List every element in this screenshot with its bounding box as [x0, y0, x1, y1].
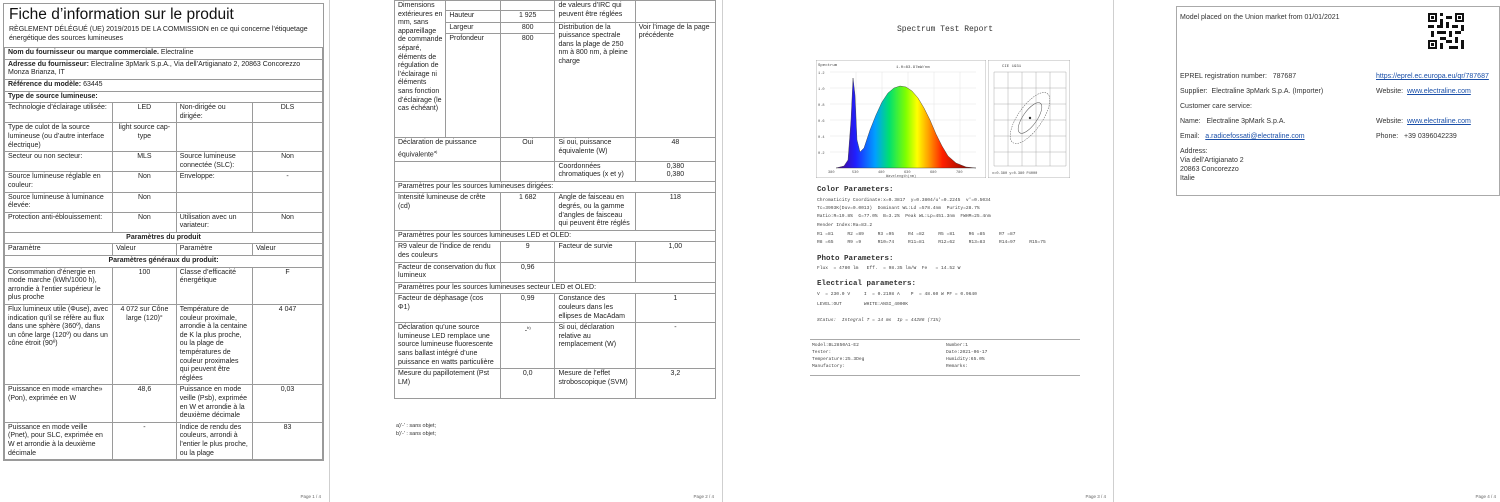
website-label: Website:	[1376, 88, 1404, 95]
flux-maint-value: 0,96	[500, 262, 555, 282]
photo-line: Flux = 4780 lm Eff. = 98.35 lm/W Fe = 14.52 W	[817, 266, 961, 271]
email-link[interactable]: a.radicefossati@electraline.com	[1205, 133, 1305, 140]
col-header: Paramètre	[176, 244, 252, 256]
table-cell: Non	[113, 192, 177, 212]
col-header: Valeur	[253, 244, 323, 256]
table-row	[5, 305, 323, 385]
table-cell: 83	[253, 422, 323, 459]
beam-label: Angle de faisceau en degrés, ou la gamme d’angles de faisceau qui peuvent être réglés	[555, 193, 635, 230]
name-value: Electraline 3pMark S.p.A.	[1206, 118, 1286, 125]
table-cell: Source lumineuse à luminance élevée:	[5, 192, 113, 212]
dimensions-label: Dimensions extérieures en mm, sans appareillage de commande séparé, éléments de régulation de l’éclairage ni éléments sans fonction d’éclairage (le cas échéant)	[395, 1, 446, 138]
table-cell: 0,03	[253, 385, 323, 422]
table-row	[5, 192, 323, 212]
website2-link[interactable]: www.electraline.com	[1407, 118, 1471, 125]
directional-header: Paramètres pour les sources lumineuses dirigées:	[395, 181, 716, 193]
page-title: Fiche d’information sur le produit	[9, 6, 234, 23]
macadam-label: Constance des couleurs dans les ellipses de MacAdam	[555, 294, 635, 323]
color-line: Ratio:R=19.8% G=77.0% B=3.2% Peak WL:Lp=451.3nm FWHM=25.4nm	[817, 214, 991, 219]
page-3	[780, 0, 1110, 502]
peak-label: Intensité lumineuse de crête (cd)	[395, 193, 501, 230]
table-cell: -	[113, 422, 177, 459]
model-placed: Model placed on the Union market from 01/01/2021	[1180, 14, 1340, 21]
r9-value: 9	[500, 242, 555, 262]
footer-item: Date:2021-06-17	[946, 350, 988, 355]
elec-header: Electrical parameters:	[817, 280, 917, 288]
replace-label: Déclaration qu’une source lumineuse LED remplace une source lumineuse fluorescente sans ballast intégré d’une puissance en watts particulière	[395, 323, 501, 369]
table-cell: Technologie d’éclairage utilisée:	[5, 103, 113, 123]
page-4	[1170, 0, 1500, 502]
table-row	[5, 422, 323, 459]
address-line: Italie	[1180, 175, 1195, 182]
replace-power-label: Si oui, déclaration relative au remplacement (W)	[555, 323, 635, 369]
footer-item: Manufactory:	[812, 364, 846, 369]
address-line: 20863 Concorezzo	[1180, 166, 1239, 173]
table-cell: Type de culot de la source lumineuse (ou d’autre interface électrique)	[5, 123, 113, 152]
model-ref-label: Référence du modèle:	[8, 80, 82, 88]
table-cell: LED	[113, 103, 177, 123]
eprel-number: 787687	[1272, 73, 1297, 80]
footer-item: Humidity:65.0%	[946, 357, 985, 362]
equiv-value: Oui	[500, 138, 555, 162]
table-cell: DLS	[253, 103, 323, 123]
table-cell: Indice de rendu des couleurs, arrondi à l’entier le plus proche, ou la plage	[176, 422, 252, 459]
table-cell: Classe d’efficacité énergétique	[176, 267, 252, 304]
strobo-value: 3,2	[635, 369, 715, 399]
col-header: Paramètre	[5, 244, 113, 256]
table-cell: Flux lumineux utile (Φuse), avec indication qu’il se réfère au flux dans une sphère (360º), dans un cône large (120º) ou dans un cône étroit (90º)	[5, 305, 113, 385]
table-cell: Enveloppe:	[176, 172, 252, 192]
page-number: Page 4 / 4	[1475, 494, 1496, 499]
flicker-value: 0,0	[500, 369, 555, 399]
table-cell: 4 047	[253, 305, 323, 385]
supplier-address-label: Adresse du fournisseur:	[8, 60, 89, 68]
status-line: Status: Integral T = 14 ms Ip = 44286 (71%)	[817, 318, 942, 323]
table-cell: Non	[113, 212, 177, 232]
table-cell: Puissance en mode «marche» (Pon), exprimée en W	[5, 385, 113, 422]
table-cell: Source lumineuse réglable en couleur:	[5, 172, 113, 192]
survival-label: Facteur de survie	[555, 242, 635, 262]
page-number: Page 1 / 4	[300, 494, 321, 499]
phone-value: +39 0396042239	[1404, 133, 1457, 140]
color-line: R1 =81 R2 =89 R3 =95 R4 =82 R5 =81 R6 =85 R7 =87	[817, 232, 1016, 237]
table-cell: Non	[253, 152, 323, 172]
y-tick: 0.2	[818, 152, 825, 156]
strobo-label: Mesure de l’effet stroboscopique (SVM)	[555, 369, 635, 399]
website2-label: Website:	[1376, 118, 1404, 125]
footer-item: Tester:	[812, 350, 832, 355]
chroma-x: 0,380	[666, 162, 685, 170]
name-label: Name:	[1180, 118, 1201, 125]
table-cell: Consommation d’énergie en mode marche (kWh/1000 h), arrondie à l’entier supérieur le plus proche	[5, 267, 113, 304]
color-header: Color Parameters:	[817, 186, 894, 194]
table-cell	[253, 192, 323, 212]
color-line: R8 =65 R9 =9 R10=74 R11=81 R12=62 R13=83 R14=97 R15=75	[817, 240, 1046, 245]
footer-item: Temperature:25.3Deg	[812, 357, 865, 362]
led-header: Paramètres pour les sources lumineuses LED et OLED:	[395, 230, 716, 242]
table-cell: Température de couleur proximale, arrondie à la centaine de K la plus proche, ou la plage de températures de couleur proximales qui peuvent être réglées	[176, 305, 252, 385]
table-cell: Non	[113, 172, 177, 192]
table-cell: Puissance en mode veille (Pnet), pour SLC, exprimée en W et arrondie à la deuxième décimale	[5, 422, 113, 459]
mains-header: Paramètres pour les sources lumineuses secteur LED et OLED:	[395, 282, 716, 294]
product-table-continued: Dimensions extérieures en mm, sans appareillage de commande séparé, éléments de régulation de l’éclairage ni éléments sans fonction d’éclairage (le cas échéant) de valeurs d’IRC qui peuvent être réglées Hauteur 1 925 Largeur 800 Distribution de la puissance spectrale dans la plage de 250 nm à 800 nm, à pleine charge Voir l’image de la page précédente Profondeur 800 Déclaration de puissance équivalente$^{a)}$ Oui Si oui, puissance équivalente (W) 48 Coordonnées chromatiques (x et y) 0,380 0,380 Paramètres pour les sources lumineuses dirigées: Intensité lumineuse de crête (cd) 1 682 Angle de faisceau en degrés, ou la gamme d’angles de faisceau qui peuvent être réglés 118 Paramètres pour les sources lumineuses LED et OLED: R9 valeur de l’indice de rendu des couleurs 9 Facteur de survie 1,00 Facteur de conservation du flux lumineux 0,96 Paramètres pour les sources lumineuses secteur LED et OLED: Facteur de déphasage (cos Φ1) 0,99 Constance des couleurs dans les ellipses de MacAdam 1 Déclaration qu’une source lumineuse LED remplace une source lumineuse fluorescente sans ballast intégré d’une puissance en watts particulière -$^{b)}$ Si oui, déclaration relative au remplacement (W) - Mesure du papillotement (Pst LM) 0,0 Mesure de l’effet stroboscopique (SVM) 3,2	[394, 0, 716, 399]
y-tick: 0.4	[818, 136, 825, 140]
email-label: Email:	[1180, 133, 1200, 140]
eprel-label: EPREL registration number:	[1180, 73, 1267, 80]
model-ref: 63445	[83, 80, 103, 88]
flicker-label: Mesure du papillotement (Pst LM)	[395, 369, 501, 399]
customer-care: Customer care service:	[1180, 103, 1252, 110]
footnote-b: b)'-' : sans objet;	[396, 431, 437, 437]
type-header: Type de source lumineuse:	[5, 91, 323, 103]
footer-item: Remarks:	[946, 364, 969, 369]
replace-value: -	[524, 327, 528, 335]
equiv-label: Déclaration de puissance équivalente	[398, 139, 477, 159]
x-tick: 380	[828, 171, 835, 175]
table-cell	[176, 123, 252, 152]
survival-value: 1,00	[635, 242, 715, 262]
address-line: Via dell’Artigianato 2	[1180, 157, 1244, 164]
phase-value: 0,99	[500, 294, 555, 323]
table-row	[5, 103, 323, 123]
table-cell: -	[253, 172, 323, 192]
equiv-power: 48	[635, 138, 715, 162]
flux-maint-label: Facteur de conservation du flux lumineux	[395, 262, 501, 282]
table-cell: Source lumineuse connectée (SLC):	[176, 152, 252, 172]
dim-value: 1 925	[500, 11, 555, 23]
color-line: Render Index:Ra=83.2	[817, 223, 873, 228]
irc-cont: de valeurs d’IRC qui peuvent être réglées	[555, 1, 635, 23]
table-row	[5, 267, 323, 304]
x-tick: 480	[878, 171, 885, 175]
page-number: Page 2 / 4	[693, 494, 714, 499]
supplier-value: Electraline 3pMark S.p.A. (Importer)	[1211, 88, 1324, 95]
table-row	[5, 212, 323, 232]
table-cell: MLS	[113, 152, 177, 172]
table-cell: 100	[113, 267, 177, 304]
table-cell	[253, 123, 323, 152]
table-row	[5, 385, 323, 422]
qr-code-icon	[1428, 13, 1464, 49]
svg-text:1.0=83.97mW/nm: 1.0=83.97mW/nm	[896, 66, 930, 70]
product-info-sheet	[3, 3, 324, 461]
elec-line: V = 230.0 V I = 0.2198 A P = 48.60 W PF = 0.9640	[817, 292, 977, 297]
table-row	[5, 123, 323, 152]
eprel-info-box	[1176, 6, 1500, 196]
page-number: Page 3 / 4	[1085, 494, 1106, 499]
table-cell: 48,6	[113, 385, 177, 422]
spectral-label: Distribution de la puissance spectrale dans la plage de 250 nm à 800 nm, à pleine charge	[555, 22, 635, 138]
website-link[interactable]: www.electraline.com	[1407, 88, 1471, 95]
table-row	[5, 172, 323, 192]
macadam-value: 1	[635, 294, 715, 323]
phase-label: Facteur de déphasage (cos Φ1)	[395, 294, 501, 323]
cie-chart	[988, 60, 1070, 178]
wavelength-label: Wavelength(nm)	[886, 175, 917, 178]
table-cell: Protection anti-éblouissement:	[5, 212, 113, 232]
y-tick: 1.2	[818, 72, 825, 76]
y-tick: 0.6	[818, 120, 825, 124]
x-tick: 630	[904, 171, 911, 175]
table-cell: Non	[253, 212, 323, 232]
cie-label: CIE 1931	[1002, 65, 1022, 69]
table-row	[5, 152, 323, 172]
product-table	[4, 47, 323, 460]
report-footer	[810, 339, 1080, 376]
table-cell: light source cap-type	[113, 123, 177, 152]
chroma-label: Coordonnées chromatiques (x et y)	[555, 161, 635, 181]
footer-item: Model:BL2850A1-E2	[812, 343, 859, 348]
photo-header: Photo Parameters:	[817, 255, 894, 263]
eprel-link[interactable]: https://eprel.ec.europa.eu/qr/787687	[1376, 73, 1489, 80]
dim-value: 800	[500, 22, 555, 34]
dim-name: Largeur	[446, 22, 501, 34]
cie-foot: x=0.380 y=0.380 P4000	[992, 172, 1038, 176]
column-headers	[5, 244, 323, 256]
phone-label: Phone:	[1376, 133, 1399, 140]
page-2	[388, 0, 718, 502]
table-cell: Utilisation avec un variateur:	[176, 212, 252, 232]
dim-value: 800	[500, 34, 555, 138]
replace-power: -	[635, 323, 715, 369]
x-tick: 780	[956, 171, 963, 175]
chroma-y: 0,380	[666, 171, 685, 179]
table-cell: F	[253, 267, 323, 304]
spectrum-chart	[816, 60, 986, 178]
footnote-a: a)'-' : sans objet;	[396, 423, 437, 429]
r9-label: R9 valeur de l’indice de rendu des couleurs	[395, 242, 501, 262]
supplier-name: Electraline	[160, 49, 194, 57]
table-cell: Non-dirigée ou dirigée:	[176, 103, 252, 123]
y-tick: 1.0	[818, 88, 825, 92]
table-cell: Secteur ou non secteur:	[5, 152, 113, 172]
y-tick: 0.8	[818, 104, 825, 108]
footer-item: Number:1	[946, 343, 969, 348]
supplier-name-label: Nom du fournisseur ou marque commerciale.	[8, 49, 159, 57]
beam-value: 118	[635, 193, 715, 230]
general-header: Paramètres généraux du produit:	[5, 256, 323, 268]
table-cell: 4 072 sur Cône large (120)°	[113, 305, 177, 385]
peak-value: 1 682	[500, 193, 555, 230]
elec-line: LEVEL:OUT WHITE:ANSI_4000K	[817, 302, 908, 307]
dim-name: Hauteur	[446, 11, 501, 23]
report-title: Spectrum Test Report	[896, 25, 993, 34]
equiv-power-label: Si oui, puissance équivalente (W)	[555, 138, 635, 162]
table-cell	[176, 192, 252, 212]
x-tick: 680	[930, 171, 937, 175]
supplier-label: Supplier:	[1180, 88, 1208, 95]
address-label: Address:	[1180, 148, 1208, 155]
params-header: Paramètres du produit	[5, 232, 323, 244]
dim-name: Profondeur	[446, 34, 501, 138]
color-line: Tc=3993K(Duv=0.0013) Dominant WL:Ld =578.4nm Purity=28.7%	[817, 206, 980, 211]
page-1	[0, 0, 325, 502]
supplier-address: Electraline 3pMark S.p.A., Via dell’Artigianato 2, 20863 Concorezzo Monza Brianza, IT	[8, 60, 301, 77]
table-cell: Puissance en mode veille (Psb), exprimée en W et arrondie à la deuxième décimale	[176, 385, 252, 422]
col-header: Valeur	[113, 244, 177, 256]
regulation-text: RÈGLEMENT DÉLÉGUÉ (UE) 2019/2015 DE LA COMMISSION en ce qui concerne l’étiquetage énergétique des sources lumineuses	[9, 26, 308, 42]
spectral-value: Voir l’image de la page précédente	[635, 22, 715, 138]
x-tick: 530	[852, 171, 859, 175]
spectrum-label: Spectrum	[818, 64, 838, 68]
color-line: Chromaticity Coordinate:x=0.3817 y=0.3804/u'=0.2245 v'=0.5034	[817, 198, 991, 203]
